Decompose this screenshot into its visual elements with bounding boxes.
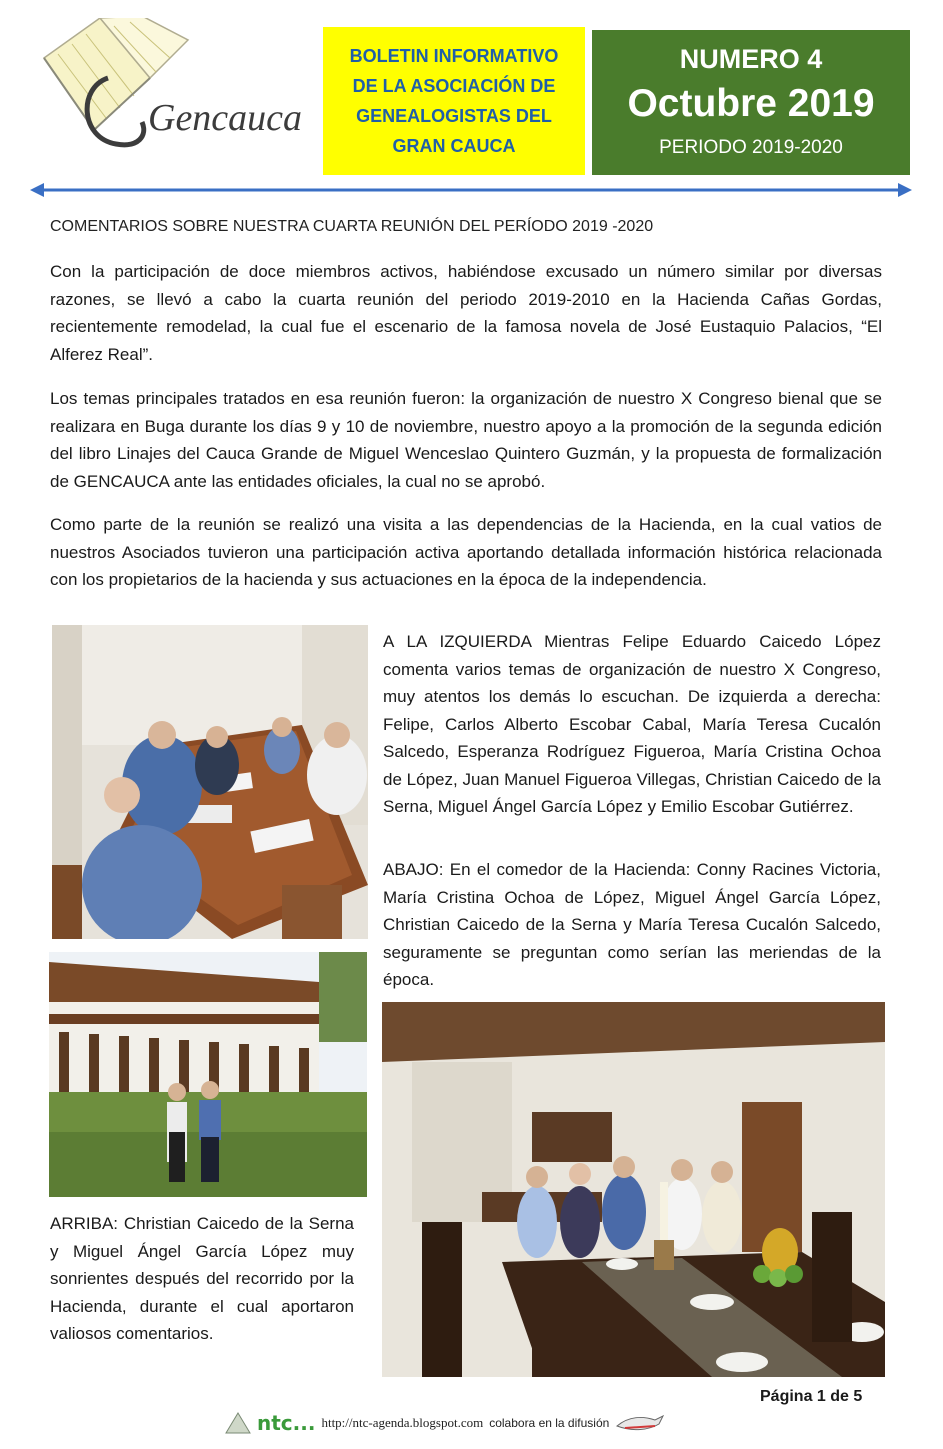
article-paragraph: Como parte de la reunión se realizó una visita a las dependencias de la Hacienda, en la cual vatios de nuestros Asociados tuvieron una participación activa aportando detallada información histórica relacionada con los propietarios de la hacienda y sus actuaciones en la época de la independencia.	[50, 515, 882, 589]
caption-above: ARRIBA: Christian Caicedo de la Serna y Miguel Ángel García López muy sonrientes después del recorrido por la Hacienda, durante el cual aportaron valiosos comentarios.	[50, 1214, 354, 1343]
caption-below: ABAJO: En el comedor de la Hacienda: Conny Racines Victoria, María Cristina Ochoa de López, Miguel Ángel García López, Christian Caicedo de la Serna y María Teresa Cucalón Salcedo, seguramente se preguntan como serían las meriendas de la época.	[383, 860, 881, 989]
bulletin-title-line: BOLETIN INFORMATIVO	[349, 46, 559, 66]
page-number: Página 1 de 5	[760, 1388, 863, 1405]
article-paragraph: Con la participación de doce miembros activos, habiéndose excusado un número similar por diversas razones, se llevó a cabo la cuarta reunión del periodo 2019-2010 en la Hacienda Cañas Gordas, recientemente remodelad, la cual fue el escenario de la famosa novela de José Eustaquio Palacios, “El Alferez Real”.	[50, 262, 882, 364]
header-divider	[30, 180, 912, 200]
ntc-badge-icon	[225, 1412, 251, 1434]
caption-left: A LA IZQUIERDA Mientras Felipe Eduardo Caicedo López comenta varios temas de organización de nuestro X Congreso, muy atentos los demás lo escuchan. De izquierda a derecha: Felipe, Carlos Alberto Escobar Cabal, María Teresa Cucalón Salcedo, Esperanza Rodríguez Figueroa, María Cristina Ochoa de López, Juan Manuel Figueroa Villegas, Christian Caicedo de la Serna, Miguel Ángel García López y Emilio Escobar Gutiérrez.	[383, 632, 881, 816]
logo-wordmark: Gencauca	[148, 97, 303, 139]
gencauca-logo	[38, 18, 320, 168]
footer-url-link[interactable]: http://ntc-agenda.blogspot.com	[321, 1415, 484, 1430]
article-paragraph: Los temas principales tratados en esa reunión fueron: la organización de nuestro X Congreso bienal que se realizara en Buga durante los días 9 y 10 de noviembre, nuestro apoyo a la promoción de la segunda edición del libro Linajes del Cauca Grande de Miguel Wenceslao Quintero Guzmán, y la propuesta de formalización de GENCAUCA ante las entidades oficiales, la cual no se aprobó.	[50, 389, 882, 491]
issue-period: PERIODO 2019-2020	[659, 137, 843, 158]
issue-box	[592, 30, 910, 175]
bulletin-title-line: DE LA ASOCIACIÓN DE	[352, 76, 556, 96]
bulletin-title-line: GRAN CAUCA	[392, 136, 516, 156]
meeting-photo	[52, 625, 368, 939]
dove-icon	[615, 1412, 665, 1434]
dining-room-photo	[382, 1002, 885, 1377]
arrow-right-icon	[898, 183, 912, 197]
issue-number: NUMERO 4	[679, 44, 823, 74]
footer	[225, 1410, 665, 1436]
article-heading: COMENTARIOS SOBRE NUESTRA CUARTA REUNIÓN DEL PERÍODO 2019 -2020	[50, 218, 654, 235]
footer-slogan: colabora en la difusión	[489, 1416, 610, 1430]
arrow-left-icon	[30, 183, 44, 197]
issue-date: Octubre 2019	[627, 82, 875, 125]
ntc-logo: ntc...	[257, 1411, 316, 1435]
bulletin-title-line: GENEALOGISTAS DEL	[356, 106, 552, 126]
open-book-icon	[38, 18, 320, 168]
hacienda-building-photo	[49, 952, 367, 1197]
bulletin-title-box	[323, 27, 585, 175]
